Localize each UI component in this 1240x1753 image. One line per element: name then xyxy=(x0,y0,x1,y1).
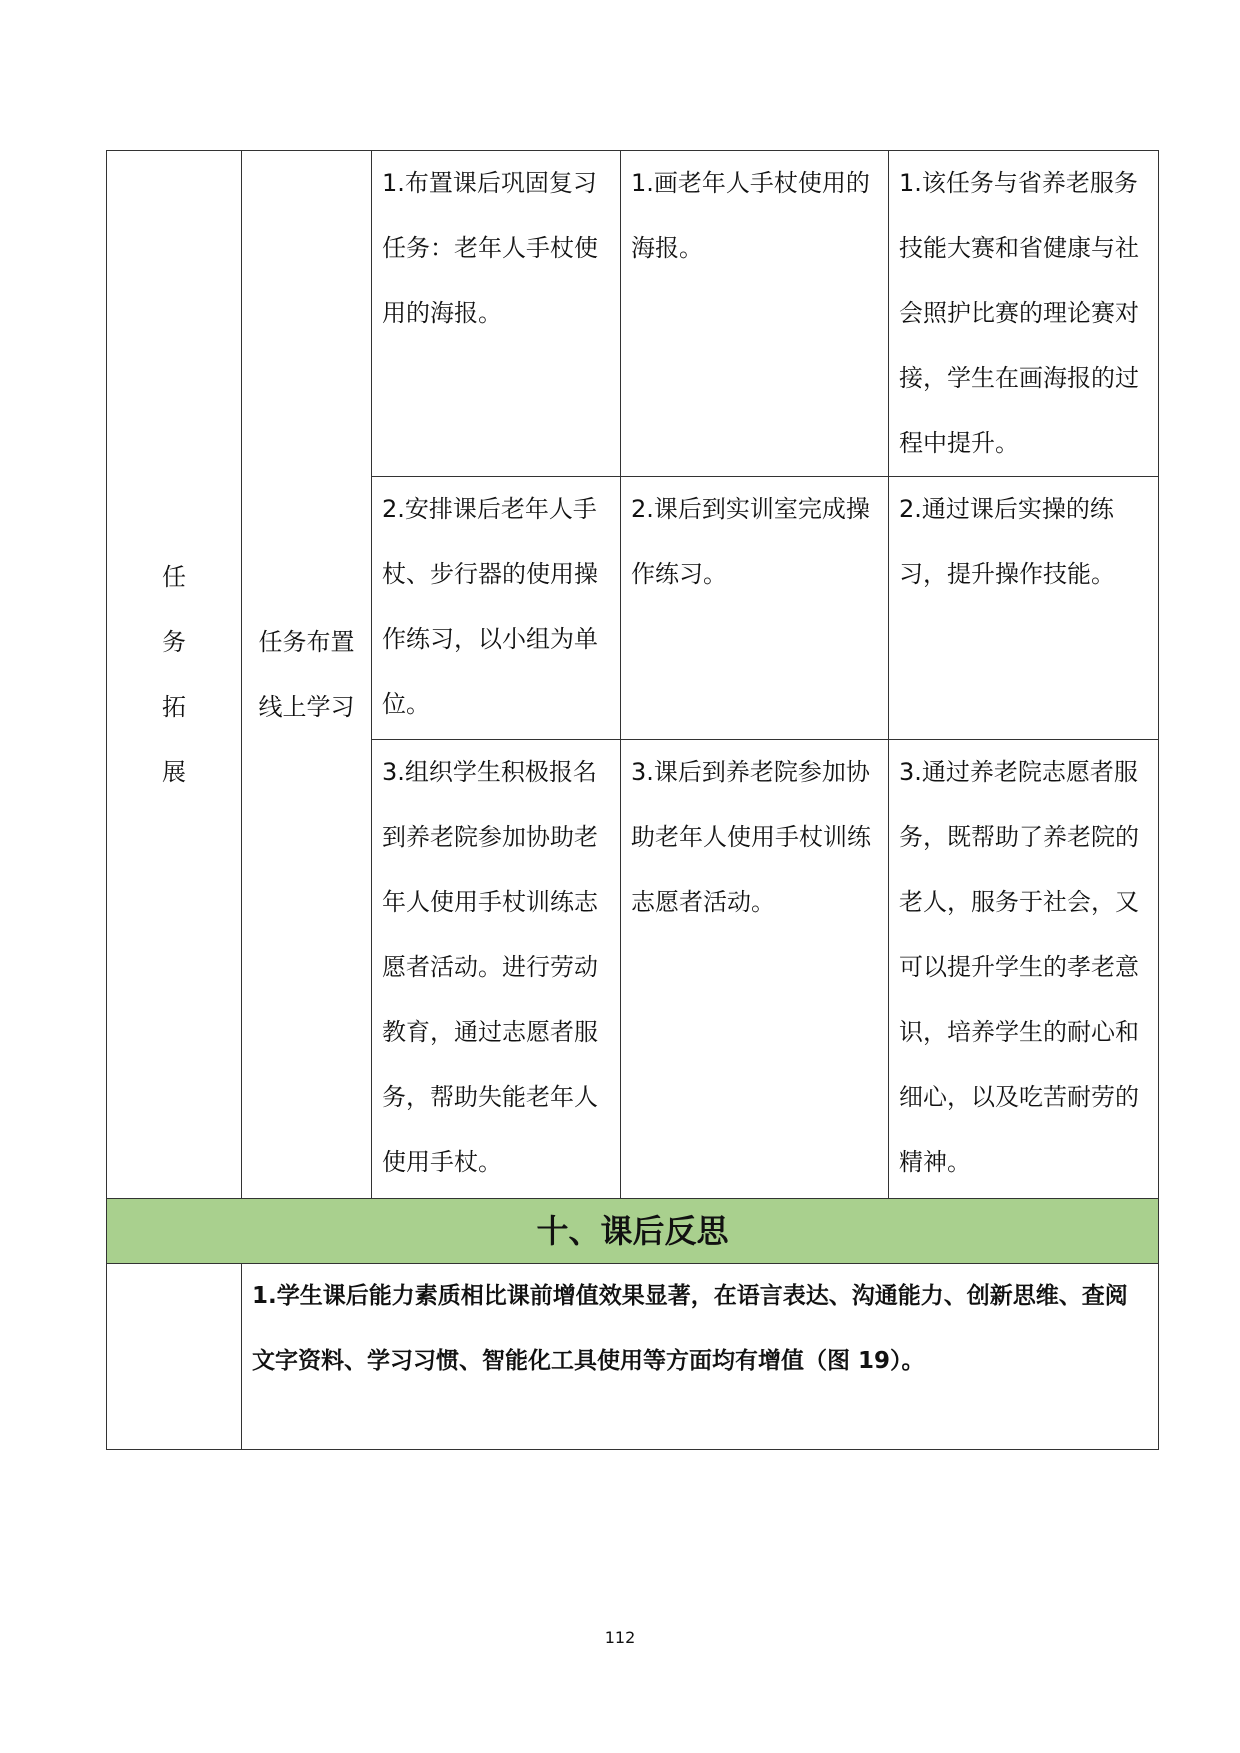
category-char: 任 xyxy=(162,562,186,591)
task-cell: 1.布置课后巩固复习任务：老年人手杖使用的海报。 xyxy=(372,151,621,477)
reflection-text: 1.学生课后能力素质相比课前增值效果显著，在语言表达、沟通能力、创新思维、查阅文字资料、学习习惯、智能化工具使用等方面均有增值（图 19）。 xyxy=(242,1264,1159,1450)
purpose-cell: 1.该任务与省养老服务技能大赛和省健康与社会照护比赛的理论赛对接，学生在画海报的过程中提升。 xyxy=(889,151,1159,477)
student-cell: 2.课后到实训室完成操作练习。 xyxy=(621,477,889,740)
lesson-table xyxy=(106,150,1159,1450)
category-char: 拓 xyxy=(162,692,186,721)
page-number: 112 xyxy=(604,1628,636,1647)
section-title: 十、课后反思 xyxy=(107,1199,1159,1264)
category-char: 展 xyxy=(162,757,186,786)
subcategory-cell: 任务布置线上学习 xyxy=(242,151,372,1199)
table-row xyxy=(107,151,1159,477)
empty-cell xyxy=(107,1264,242,1450)
purpose-cell: 3.通过养老院志愿者服务，既帮助了养老院的老人，服务于社会，又可以提升学生的孝老意识，培养学生的耐心和细心，以及吃苦耐劳的精神。 xyxy=(889,740,1159,1199)
task-cell: 2.安排课后老年人手杖、步行器的使用操作练习，以小组为单位。 xyxy=(372,477,621,740)
task-cell: 3.组织学生积极报名到养老院参加协助老年人使用手杖训练志愿者活动。进行劳动教育，通过志愿者服务，帮助失能老年人使用手杖。 xyxy=(372,740,621,1199)
student-cell: 3.课后到养老院参加协助老年人使用手杖训练志愿者活动。 xyxy=(621,740,889,1199)
purpose-cell: 2.通过课后实操的练习，提升操作技能。 xyxy=(889,477,1159,740)
student-cell: 1.画老年人手杖使用的海报。 xyxy=(621,151,889,477)
category-char: 务 xyxy=(162,627,186,656)
category-cell xyxy=(107,151,242,1199)
reflection-row xyxy=(107,1264,1159,1450)
section-header-row xyxy=(107,1199,1159,1264)
